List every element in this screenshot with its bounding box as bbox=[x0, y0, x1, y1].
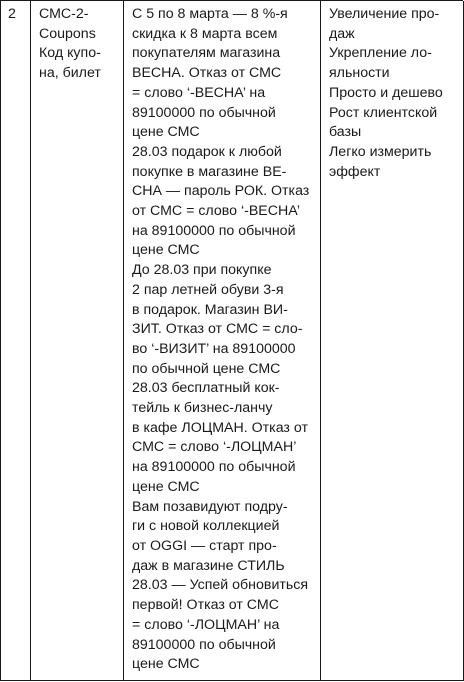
example-line: цене СМС bbox=[132, 656, 200, 673]
benefit-line: яльности bbox=[329, 65, 390, 82]
example-line: 89100000 по обычной bbox=[132, 636, 276, 653]
channel-line: СМС-2- bbox=[39, 6, 89, 22]
example-line: от СМС = слово ‘-ВЕСНА’ bbox=[132, 203, 301, 220]
example-line: 89100000 по обычной bbox=[132, 104, 276, 121]
example-line: СНА — пароль РОК. Отказ bbox=[132, 183, 310, 200]
examples-cell bbox=[124, 1, 321, 681]
example-line: 2 пар летней обуви 3-я bbox=[132, 281, 284, 298]
example-line: = слово ‘-ЛОЦМАН’ на bbox=[132, 616, 280, 633]
example-line: 28.03 подарок к любой bbox=[132, 143, 282, 160]
example-line: на 89100000 по обычной bbox=[132, 222, 296, 239]
example-line: тейль к бизнес-ланчу bbox=[132, 400, 273, 417]
channel-line: на, билет bbox=[39, 65, 101, 82]
row-number-cell bbox=[1, 1, 31, 681]
example-line: цене СМС bbox=[132, 124, 200, 141]
channel-line: Coupons bbox=[39, 25, 96, 42]
example-line: в подарок. Магазин ВИ- bbox=[132, 301, 288, 318]
benefit-line: Просто и дешево bbox=[329, 84, 443, 101]
example-line: 28.03 бесплатный кок- bbox=[132, 380, 280, 397]
benefit-line: эффект bbox=[329, 163, 381, 180]
example-line: СМС = слово ‘-ЛОЦМАН’ bbox=[132, 439, 297, 456]
example-line: покупателям магазина bbox=[132, 45, 281, 62]
benefit-line: базы bbox=[329, 124, 362, 141]
example-line: покупке в магазине ВЕ- bbox=[132, 163, 287, 180]
channel-cell bbox=[31, 1, 124, 681]
example-line: первой! Отказ от СМС bbox=[132, 597, 279, 614]
example-line: в кафе ЛОЦМАН. Отказ от bbox=[132, 419, 308, 436]
example-line: даж в магазине СТИЛЬ bbox=[132, 557, 285, 574]
example-line: во ‘-ВИЗИТ’ на 89100000 bbox=[132, 340, 296, 357]
example-line: от OGGI — старт про- bbox=[132, 537, 277, 554]
example-line: цене СМС bbox=[132, 478, 200, 495]
example-line: скидка к 8 марта всем bbox=[132, 25, 278, 42]
example-line: С 5 по 8 марта — 8 %-я bbox=[132, 6, 288, 22]
benefit-line: Увеличение про- bbox=[329, 6, 440, 22]
benefit-line: Рост клиентской bbox=[329, 104, 438, 121]
example-line: на 89100000 по обычной bbox=[132, 459, 296, 476]
example-line: цене СМС bbox=[132, 242, 200, 259]
channel-line: Код купо- bbox=[39, 45, 101, 62]
example-line: ЗИТ. Отказ от СМС = сло- bbox=[132, 321, 303, 338]
benefit-line: даж bbox=[329, 25, 355, 42]
example-line: 28.03 — Успей обновиться bbox=[132, 577, 309, 594]
benefit-line: Легко измерить bbox=[329, 143, 432, 160]
benefit-line: Укрепление ло- bbox=[329, 45, 432, 62]
example-line: До 28.03 при покупке bbox=[132, 262, 272, 279]
example-line: ги с новой коллекцией bbox=[132, 518, 280, 535]
example-line: Вам позавидуют подру- bbox=[132, 498, 288, 515]
row-number: 2 bbox=[8, 6, 16, 22]
benefits-cell bbox=[321, 1, 464, 681]
example-line: по обычной цене СМС bbox=[132, 360, 281, 377]
example-line: ВЕСНА. Отказ от СМС bbox=[132, 65, 282, 82]
example-line: = слово ‘-ВЕСНА’ на bbox=[132, 84, 266, 101]
